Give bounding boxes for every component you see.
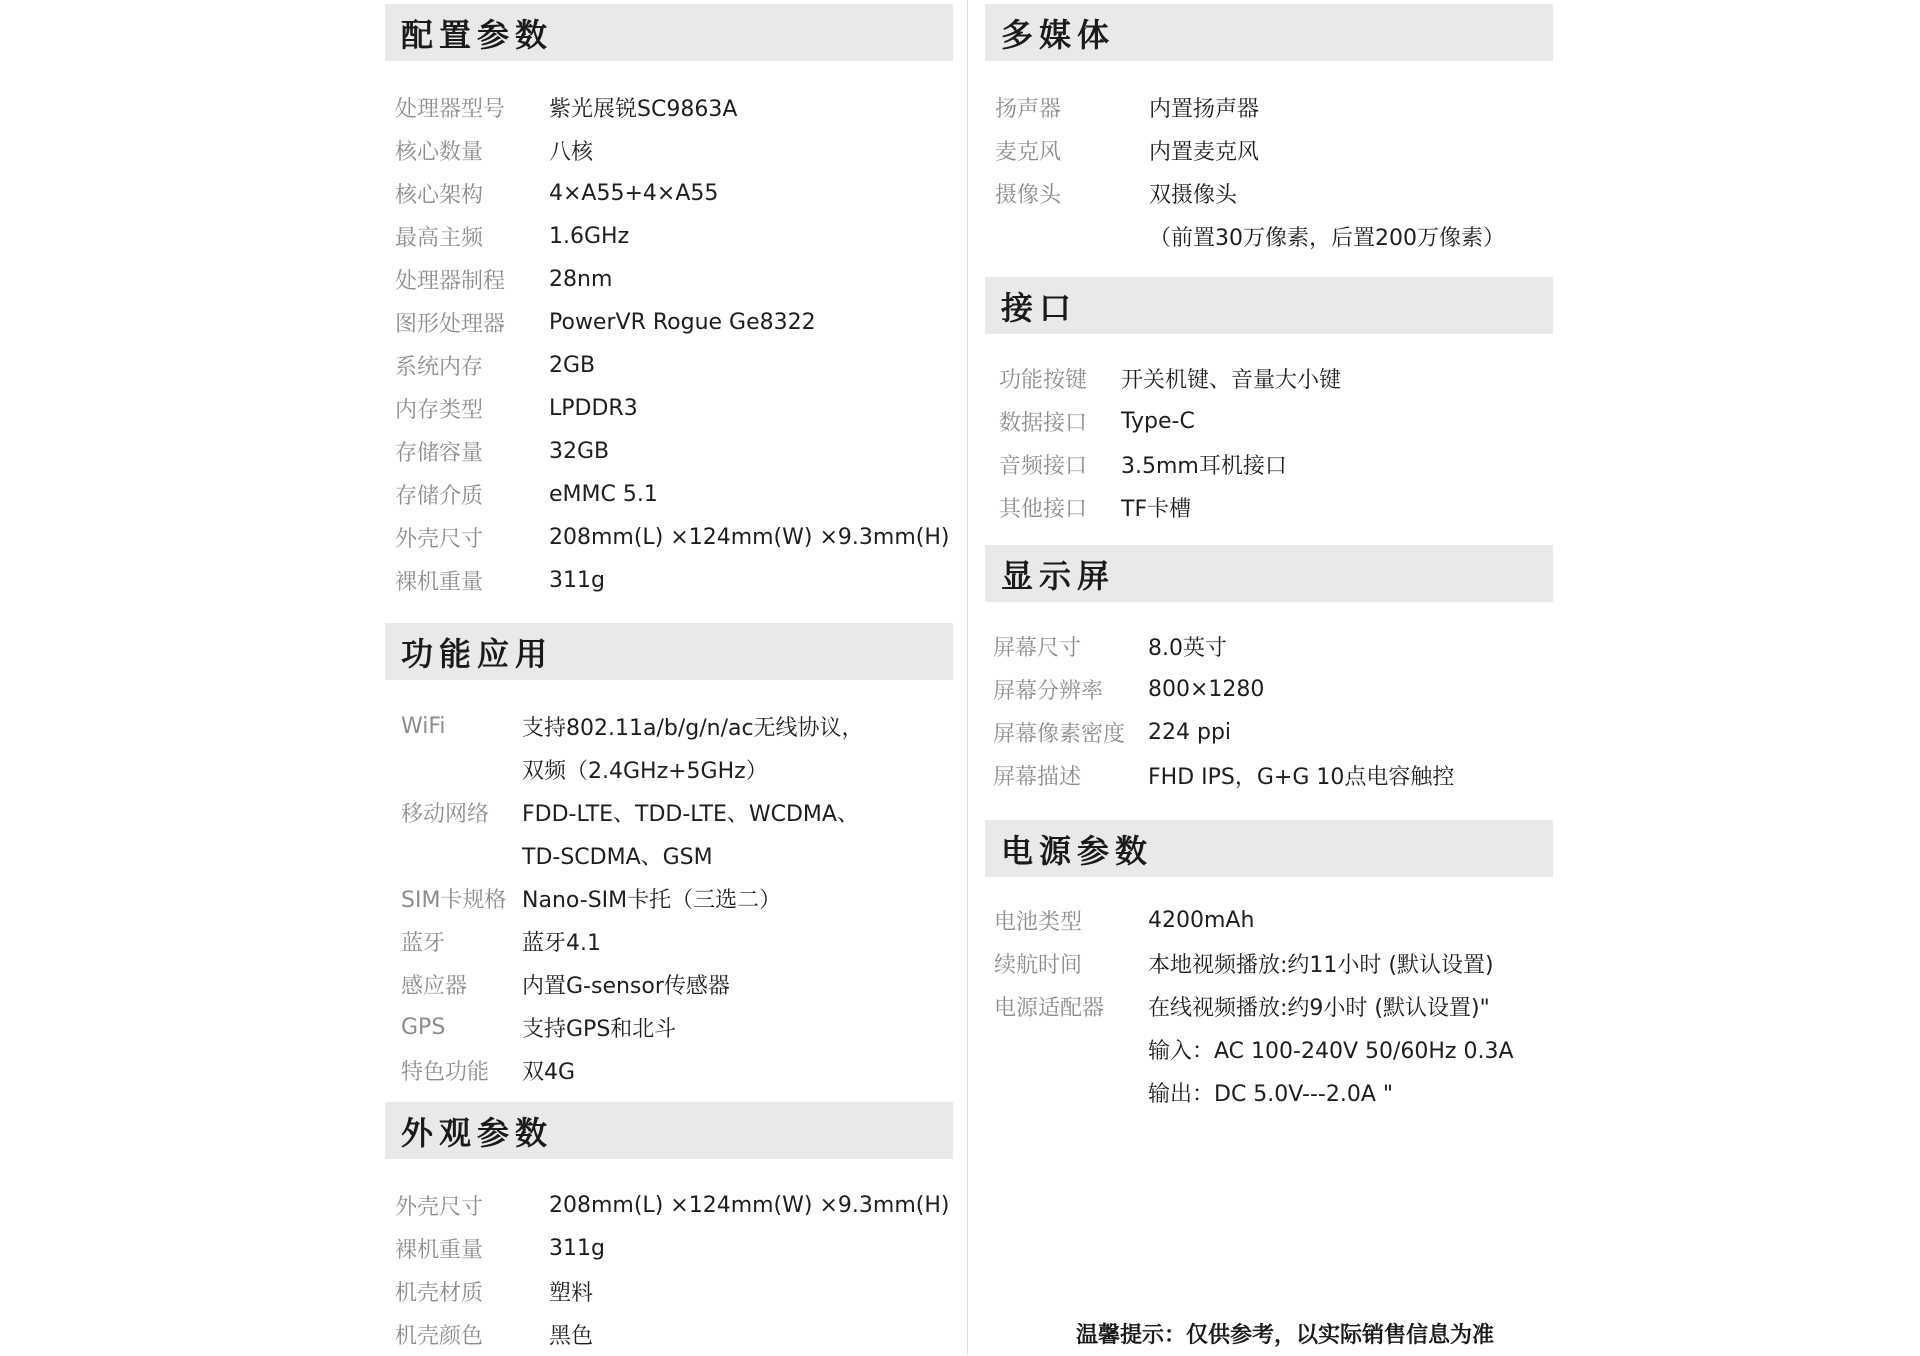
spec-label: 其他接口 xyxy=(999,497,1088,522)
spec-label: 裸机重量 xyxy=(395,570,484,595)
spec-value: FHD IPS，G+G 10点电容触控 xyxy=(1148,765,1455,790)
spec-label: 图形处理器 xyxy=(395,312,506,337)
spec-label: 核心数量 xyxy=(395,140,484,165)
features-title: 功能应用 xyxy=(401,634,554,673)
spec-label: WiFi xyxy=(401,714,446,739)
config-section xyxy=(385,4,953,621)
spec-label: 外壳尺寸 xyxy=(395,527,484,552)
features-section xyxy=(385,623,953,1100)
spec-value: 内置扬声器 xyxy=(1149,97,1260,122)
spec-label: 存储容量 xyxy=(395,441,484,466)
spec-value: 4200mAh xyxy=(1148,908,1255,933)
spec-label: SIM卡规格 xyxy=(401,888,507,913)
multimedia-rows xyxy=(985,61,1553,261)
spec-label: 数据接口 xyxy=(999,411,1088,436)
spec-label: 系统内存 xyxy=(395,355,484,380)
spec-value: 内置G-sensor传感器 xyxy=(522,974,730,999)
spec-value: 311g xyxy=(549,568,605,593)
spec-label: 移动网络 xyxy=(401,802,490,827)
spec-label: 音频接口 xyxy=(999,454,1088,479)
spec-value: Type-C xyxy=(1121,409,1195,434)
spec-label: 麦克风 xyxy=(995,140,1062,165)
spec-value: 输入：AC 100-240V 50/60Hz 0.3A xyxy=(1148,1039,1514,1064)
spec-label: 扬声器 xyxy=(995,97,1062,122)
spec-value: 32GB xyxy=(549,439,610,464)
spec-value: LPDDR3 xyxy=(549,396,638,421)
spec-label: 屏幕像素密度 xyxy=(993,722,1126,747)
spec-label: 机壳颜色 xyxy=(395,1324,484,1349)
features-header xyxy=(385,623,953,680)
ports-rows xyxy=(985,334,1553,534)
column-divider xyxy=(967,0,968,1355)
spec-label: 最高主频 xyxy=(395,226,484,251)
display-section xyxy=(985,545,1553,802)
power-header xyxy=(985,820,1553,877)
spec-value: 208mm(L) ×124mm(W) ×9.3mm(H) xyxy=(549,525,950,550)
spec-value: 3.5mm耳机接口 xyxy=(1121,454,1287,479)
spec-value: 双摄像头 xyxy=(1149,183,1238,208)
ports-header xyxy=(985,277,1553,334)
spec-value: 黑色 xyxy=(549,1324,594,1349)
spec-label: 感应器 xyxy=(401,974,468,999)
spec-value: （前置30万像素，后置200万像素） xyxy=(1149,226,1505,251)
spec-label: 电池类型 xyxy=(994,910,1083,935)
footer-note: 温馨提示：仅供参考，以实际销售信息为准 xyxy=(1076,1323,1495,1348)
spec-label: 屏幕描述 xyxy=(993,765,1082,790)
spec-label: 屏幕分辨率 xyxy=(993,679,1104,704)
spec-label: 特色功能 xyxy=(401,1060,490,1085)
spec-label: 存储介质 xyxy=(395,484,484,509)
spec-label: 摄像头 xyxy=(995,183,1062,208)
spec-value: 800×1280 xyxy=(1148,677,1265,702)
spec-value: 28nm xyxy=(549,267,613,292)
spec-value: 紫光展锐SC9863A xyxy=(549,97,738,122)
spec-value: 8.0英寸 xyxy=(1148,636,1227,661)
spec-value: FDD-LTE、TDD-LTE、WCDMA、 xyxy=(522,802,859,827)
appearance-rows xyxy=(385,1159,953,1355)
spec-value: 224 ppi xyxy=(1148,720,1232,745)
spec-value: Nano-SIM卡托（三选二） xyxy=(522,888,782,913)
features-rows xyxy=(385,680,953,1100)
power-title: 电源参数 xyxy=(1001,831,1154,870)
spec-value: 4×A55+4×A55 xyxy=(549,181,719,206)
spec-label: 外壳尺寸 xyxy=(395,1195,484,1220)
spec-label: 核心架构 xyxy=(395,183,484,208)
multimedia-header xyxy=(985,4,1553,61)
spec-value: 208mm(L) ×124mm(W) ×9.3mm(H) xyxy=(549,1193,950,1218)
spec-label: 内存类型 xyxy=(395,398,484,423)
appearance-title: 外观参数 xyxy=(401,1113,554,1152)
multimedia-title: 多媒体 xyxy=(1001,15,1116,54)
spec-value: 双4G xyxy=(522,1060,576,1085)
config-header xyxy=(385,4,953,61)
multimedia-section xyxy=(985,4,1553,261)
spec-value: 支持GPS和北斗 xyxy=(522,1017,677,1042)
spec-value: 本地视频播放:约11小时 (默认设置) xyxy=(1148,953,1494,978)
spec-value: 在线视频播放:约9小时 (默认设置)" xyxy=(1148,996,1490,1021)
spec-value: 2GB xyxy=(549,353,596,378)
spec-value: PowerVR Rogue Ge8322 xyxy=(549,310,816,335)
spec-value: 蓝牙4.1 xyxy=(522,931,601,956)
display-rows xyxy=(985,602,1553,802)
spec-label: 机壳材质 xyxy=(395,1281,484,1306)
spec-value: 内置麦克风 xyxy=(1149,140,1260,165)
spec-value: 1.6GHz xyxy=(549,224,630,249)
display-header xyxy=(985,545,1553,602)
spec-value: TD-SCDMA、GSM xyxy=(522,845,713,870)
spec-value: 双频（2.4GHz+5GHz） xyxy=(522,759,768,784)
config-rows xyxy=(385,61,953,621)
spec-label: 蓝牙 xyxy=(401,931,446,956)
spec-label: 功能按键 xyxy=(999,368,1088,393)
appearance-section xyxy=(385,1102,953,1355)
ports-title: 接口 xyxy=(1001,288,1078,327)
spec-value: 输出：DC 5.0V---2.0A " xyxy=(1148,1082,1394,1107)
config-title: 配置参数 xyxy=(401,15,554,54)
spec-label: 裸机重量 xyxy=(395,1238,484,1263)
ports-section xyxy=(985,277,1553,534)
spec-value: TF卡槽 xyxy=(1121,497,1192,522)
appearance-header xyxy=(385,1102,953,1159)
spec-label: 屏幕尺寸 xyxy=(993,636,1082,661)
spec-label: 处理器型号 xyxy=(395,97,506,122)
spec-label: 处理器制程 xyxy=(395,269,506,294)
power-section xyxy=(985,820,1553,1117)
spec-value: eMMC 5.1 xyxy=(549,482,658,507)
spec-label: 电源适配器 xyxy=(994,996,1105,1021)
spec-label: 续航时间 xyxy=(994,953,1083,978)
spec-value: 开关机键、音量大小键 xyxy=(1121,368,1342,393)
display-title: 显示屏 xyxy=(1001,556,1116,595)
spec-value: 塑料 xyxy=(549,1281,594,1306)
power-rows xyxy=(985,877,1553,1117)
spec-label: GPS xyxy=(401,1015,446,1040)
spec-value: 支持802.11a/b/g/n/ac无线协议， xyxy=(522,716,864,741)
spec-value: 八核 xyxy=(549,140,594,165)
spec-value: 311g xyxy=(549,1236,605,1261)
